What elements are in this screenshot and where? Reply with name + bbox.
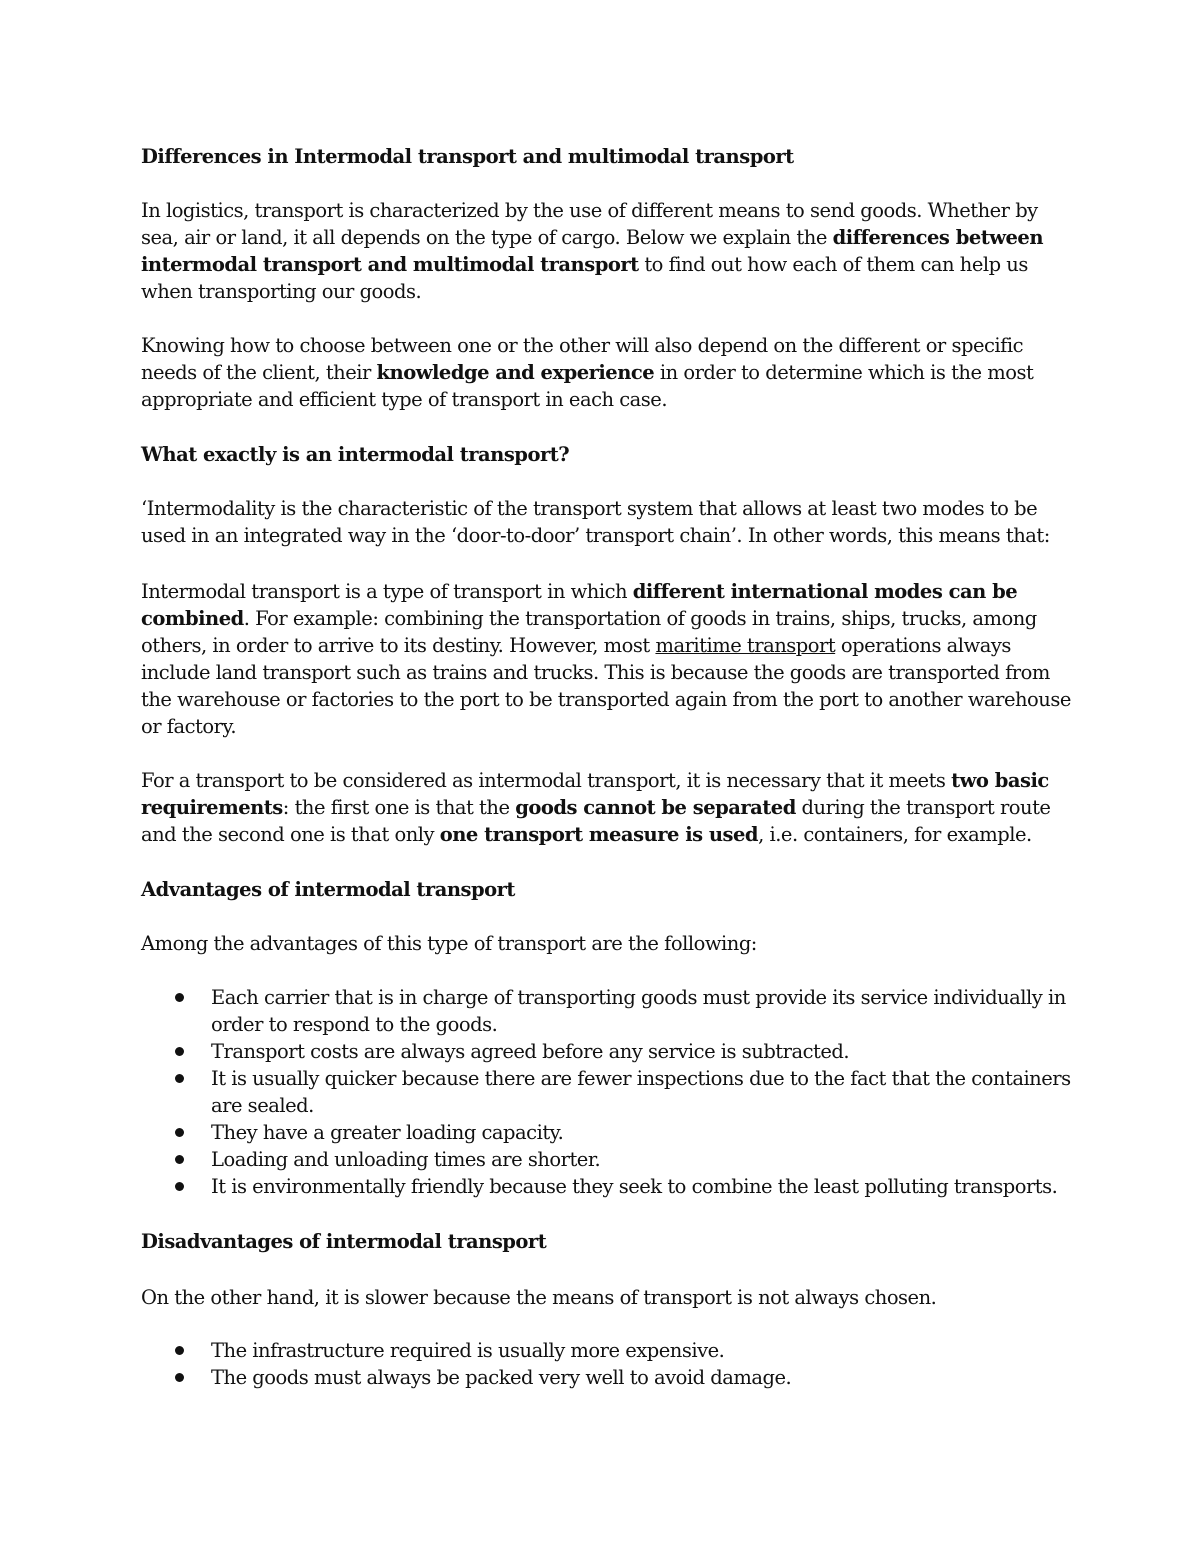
intermodal-text-2: . For example: combining the transportation of goods in trains, ships, trucks, among others, in order to arrive to its destiny. However, most <box>141 607 1037 657</box>
bullet-icon <box>175 1047 184 1056</box>
list-item-text: Loading and unloading times are shorter. <box>211 1148 601 1171</box>
definition-paragraph: ‘Intermodality is the characteristic of the transport system that allows at least two modes to be used in an integrated way in the ‘door-to-door’ transport chain’. In other words, this means that: <box>141 497 1050 547</box>
list-item <box>141 984 1071 1038</box>
intermodal-text-1: Intermodal transport is a type of transport in which <box>141 580 633 603</box>
bullet-icon <box>175 993 184 1002</box>
list-item-text: Each carrier that is in charge of transporting goods must provide its service individually in order to respond to the goods. <box>211 986 1066 1036</box>
bullet-icon <box>175 1182 184 1191</box>
list-item-text: They have a greater loading capacity. <box>211 1121 564 1144</box>
list-item-text: The goods must always be packed very well to avoid damage. <box>211 1366 792 1389</box>
disadvantages-list <box>141 1337 1071 1391</box>
list-item <box>141 1364 1071 1391</box>
list-item <box>141 1065 1071 1119</box>
maritime-transport-link[interactable]: maritime transport <box>655 634 836 657</box>
intermodal-bold-1: different international modes can be combined <box>141 580 1018 630</box>
choose-text-2: in order to determine which is the most appropriate and efficient type of transport in each case. <box>141 361 1034 411</box>
choose-text-1: Knowing how to choose between one or the other will also depend on the different or specific needs of the client, their <box>141 334 1024 384</box>
intro-paragraph <box>141 197 1071 305</box>
requirements-text-4: , i.e. containers, for example. <box>758 823 1032 846</box>
bullet-icon <box>175 1128 184 1137</box>
requirements-paragraph <box>141 767 1071 848</box>
bullet-icon <box>175 1155 184 1164</box>
advantages-list <box>141 984 1071 1200</box>
requirements-text-3: during the transport route and the second one is that only <box>141 796 1051 846</box>
advantages-intro: Among the advantages of this type of transport are the following: <box>141 932 757 955</box>
requirements-bold-2: goods cannot be separated <box>515 796 796 819</box>
disadvantages-intro: On the other hand, it is slower because the means of transport is not always chosen. <box>141 1286 937 1309</box>
choose-bold-1: knowledge and experience <box>376 361 655 384</box>
bullet-icon <box>175 1373 184 1382</box>
requirements-bold-3: one transport measure is used <box>439 823 759 846</box>
intermodal-text-3: operations always include land transport such as trains and trucks. This is because the goods are transported from the warehouse or factories to the port to be transported again from the port to another warehouse or factory. <box>141 634 1071 738</box>
list-item <box>141 1173 1071 1200</box>
requirements-bold-1: two basic requirements <box>141 769 1049 819</box>
advantages-heading: Advantages of intermodal transport <box>141 878 515 901</box>
list-item <box>141 1119 1071 1146</box>
choose-paragraph <box>141 332 1071 413</box>
intro-text-1: In logistics, transport is characterized by the use of different means to send goods. Whether by sea, air or land, it all depends on the type of cargo. Below we explain the <box>141 199 1038 249</box>
requirements-text-2: : the first one is that the <box>282 796 516 819</box>
what-heading: What exactly is an intermodal transport? <box>141 443 570 466</box>
intermodal-paragraph <box>141 578 1071 740</box>
list-item-text: It is usually quicker because there are fewer inspections due to the fact that the containers are sealed. <box>211 1067 1071 1117</box>
list-item <box>141 1337 1071 1364</box>
intro-text-2: to find out how each of them can help us when transporting our goods. <box>141 253 1028 303</box>
list-item <box>141 1146 1071 1173</box>
list-item-text: It is environmentally friendly because they seek to combine the least polluting transports. <box>211 1175 1058 1198</box>
intro-bold-1: differences between intermodal transport and multimodal transport <box>141 226 1044 276</box>
requirements-text-1: For a transport to be considered as intermodal transport, it is necessary that it meets <box>141 769 952 792</box>
document-title: Differences in Intermodal transport and multimodal transport <box>141 145 794 168</box>
list-item <box>141 1038 1071 1065</box>
list-item-text: Transport costs are always agreed before any service is subtracted. <box>211 1040 850 1063</box>
bullet-icon <box>175 1346 184 1355</box>
list-item-text: The infrastructure required is usually more expensive. <box>211 1339 725 1362</box>
bullet-icon <box>175 1074 184 1083</box>
disadvantages-heading: Disadvantages of intermodal transport <box>141 1230 547 1253</box>
